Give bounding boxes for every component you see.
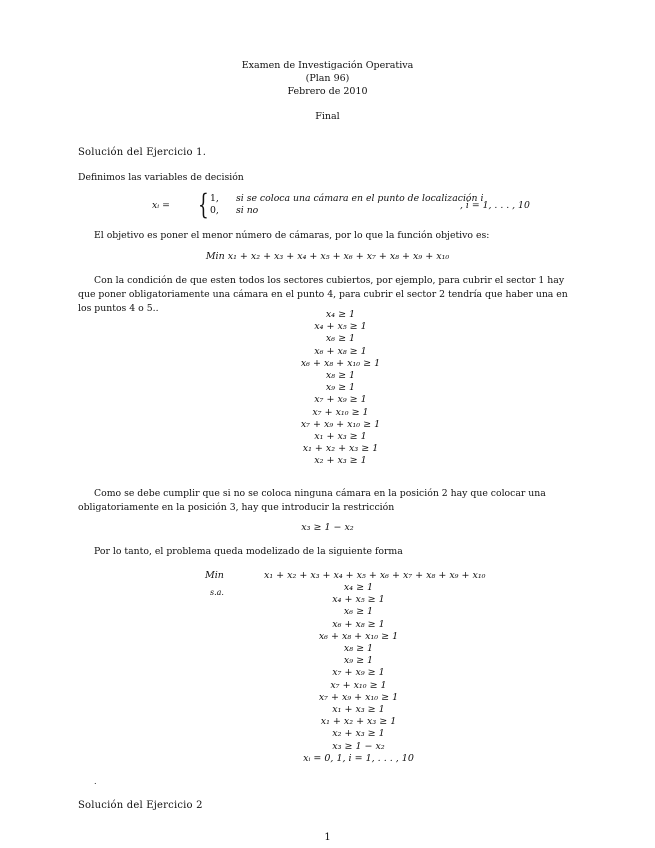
index-range: , i = 1, . . . , 10 [460, 200, 530, 211]
exam-session: Final [315, 111, 340, 122]
constraint-row: x₄ + x₅ ≥ 1 [314, 321, 367, 333]
model-min-label: Min [205, 570, 224, 581]
extra-restriction-paragraph: Como se debe cumplir que si no se coloca ninguna cámara en la posición 2 hay que colocar una obligatoriamente en la posición 3, hay que introducir la restricción [78, 488, 546, 513]
left-brace: { [198, 188, 209, 221]
constraint-row: x₁ + x₃ ≥ 1 [332, 704, 385, 715]
decision-variables-intro: Definimos las variables de decisión [78, 172, 244, 183]
constraint-row: x₆ + x₈ + x₁₀ ≥ 1 [300, 357, 381, 369]
constraint-row: x₆ ≥ 1 [325, 333, 356, 345]
case-two-text: si no [236, 205, 259, 216]
constraint-row: x₆ + x₈ ≥ 1 [332, 618, 385, 630]
constraint-row: x₇ + x₁₀ ≥ 1 [312, 406, 369, 418]
constraint-row: x₇ + x₉ + x₁₀ ≥ 1 [318, 691, 399, 703]
constraint-row: x₁ + x₂ + x₃ ≥ 1 [320, 716, 397, 728]
exam-title: Examen de Investigación Operativa [241, 60, 414, 71]
decision-variable-definition [0, 188, 655, 221]
constraint-row: x₆ ≥ 1 [343, 606, 374, 618]
constraint-row: x₆ + x₈ + x₁₀ ≥ 1 [318, 630, 399, 642]
case-one-value: 1, [210, 193, 219, 204]
page-number: 1 [324, 832, 331, 843]
model-paragraph: Por lo tanto, el problema queda modelizado de la siguiente forma [94, 546, 403, 557]
case-one-text: si se coloca una cámara en el punto de localización i [236, 193, 484, 204]
constraint-row: x₄ + x₅ ≥ 1 [332, 594, 385, 606]
constraint-row: x₆ + x₈ ≥ 1 [314, 345, 367, 357]
exam-plan: (Plan 96) [305, 73, 350, 84]
variable-cases [210, 193, 483, 217]
constraint-row: x₂ + x₃ ≥ 1 [332, 728, 385, 740]
case-one [210, 193, 483, 205]
objective-function: Min x₁ + x₂ + x₃ + x₄ + x₅ + x₆ + x₇ + x₈ + x₉ + x₁₀ [205, 251, 450, 262]
constraint-row: x₉ ≥ 1 [325, 382, 356, 394]
constraint-row: x₈ ≥ 1 [325, 370, 356, 381]
case-two-value: 0, [210, 205, 219, 216]
constraint-row: x₂ + x₃ ≥ 1 [314, 455, 367, 467]
constraint-row: x₇ + x₁₀ ≥ 1 [330, 679, 387, 691]
model-sa-label: s.a. [210, 588, 224, 597]
section2-heading: Solución del Ejercicio 2 [78, 800, 203, 811]
constraint-row: xᵢ = 0, 1, i = 1, . . . , 10 [303, 752, 414, 764]
constraint-row: x₃ ≥ 1 − x₂ [332, 740, 385, 752]
constraint-row: x₇ + x₉ ≥ 1 [314, 394, 367, 406]
section1-heading: Solución del Ejercicio 1. [78, 147, 207, 158]
model-objective: x₁ + x₂ + x₃ + x₄ + x₅ + x₆ + x₇ + x₈ + x₉ + x₁₀ [264, 570, 486, 581]
extra-constraint: x₃ ≥ 1 − x₂ [301, 522, 354, 533]
objective-paragraph: El objetivo es poner el menor número de cámaras, por lo que la función objetivo es: [94, 230, 490, 241]
constraint-row: x₁ + x₂ + x₃ ≥ 1 [302, 443, 379, 455]
constraint-row: x₄ ≥ 1 [325, 309, 356, 320]
constraint-row: x₈ ≥ 1 [343, 643, 374, 654]
case-two [210, 205, 483, 217]
constraint-row: x₇ + x₉ ≥ 1 [332, 667, 385, 679]
constraint-row: x₉ ≥ 1 [343, 655, 374, 667]
constraint-row: x₇ + x₉ + x₁₀ ≥ 1 [300, 418, 381, 430]
exam-date: Febrero de 2010 [287, 86, 368, 97]
constraint-row: x₁ + x₃ ≥ 1 [314, 431, 367, 442]
end-mark: . [94, 777, 97, 786]
variable-lhs: xᵢ = [152, 200, 170, 211]
constraint-row: x₄ ≥ 1 [343, 582, 374, 593]
condition-paragraph: Con la condición de que esten todos los sectores cubiertos, por ejemplo, para cubrir el sector 1 hay que poner obligatoriamente una cámara en el punto 4, para cubrir el sector 2 tendría que haber una en los puntos 4 o 5.. [78, 275, 568, 314]
